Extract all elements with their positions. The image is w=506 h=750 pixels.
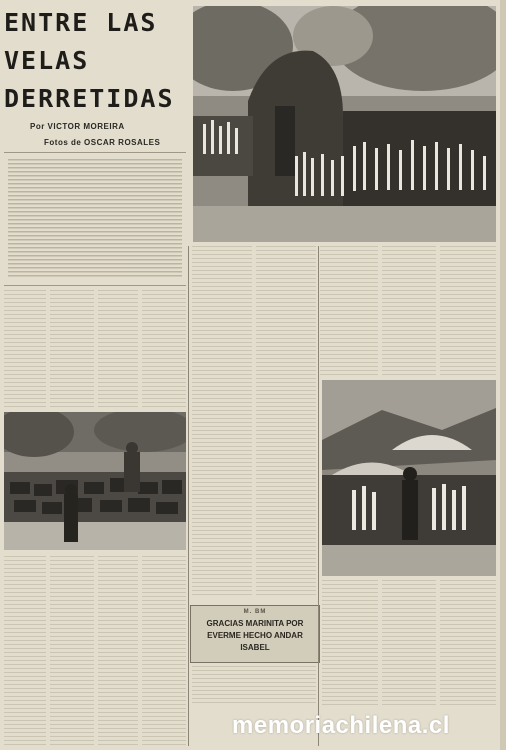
- headline-line-2: VELAS: [4, 46, 90, 75]
- market-stalls-photo: [4, 412, 186, 550]
- photographer-credit: Fotos de OSCAR ROSALES: [44, 138, 161, 147]
- candle-shrine-photo: [193, 6, 496, 242]
- column-3-lower-text: [98, 556, 138, 746]
- column-4-upper-text: [142, 290, 186, 408]
- column-8-upper-text: [382, 246, 436, 376]
- column-divider: [318, 246, 319, 746]
- sign-line-1: GRACIAS MARINITA POR: [206, 619, 304, 628]
- intro-paragraph: [8, 159, 182, 279]
- column-8-lower-text: [382, 580, 436, 706]
- gratitude-sign-photo: [190, 605, 320, 663]
- column-1-upper-text: [4, 290, 46, 410]
- column-9-upper-text: [440, 246, 496, 376]
- article-intro: [4, 152, 186, 286]
- column-3-upper-text: [98, 290, 138, 408]
- author-credit: Por VICTOR MOREIRA: [30, 122, 125, 131]
- sign-top-text: M. BM: [243, 609, 267, 615]
- watermark-logo: memoriachilena.cl: [232, 712, 450, 739]
- article-headline: [4, 4, 190, 118]
- sign-line-3: ISABEL: [240, 643, 270, 652]
- column-2-lower-text: [50, 556, 94, 746]
- sign-line-2: EVERME HECHO ANDAR: [207, 631, 303, 640]
- column-1-lower-text: [4, 556, 46, 746]
- column-5-text: [192, 246, 252, 596]
- column-divider: [188, 246, 189, 746]
- headline-line-3: DERRETIDAS: [4, 84, 175, 113]
- column-7-lower-text: [322, 580, 378, 706]
- headline-line-1: ENTRE LAS: [4, 8, 158, 37]
- column-2-upper-text: [50, 290, 94, 408]
- column-9-lower-text: [440, 580, 496, 706]
- page-edge: [500, 0, 506, 750]
- center-bottom-text: [192, 666, 316, 706]
- column-7-upper-text: [320, 246, 378, 376]
- column-4-lower-text: [142, 556, 186, 746]
- umbrella-vendors-photo: [322, 380, 496, 576]
- column-6-text: [256, 246, 316, 596]
